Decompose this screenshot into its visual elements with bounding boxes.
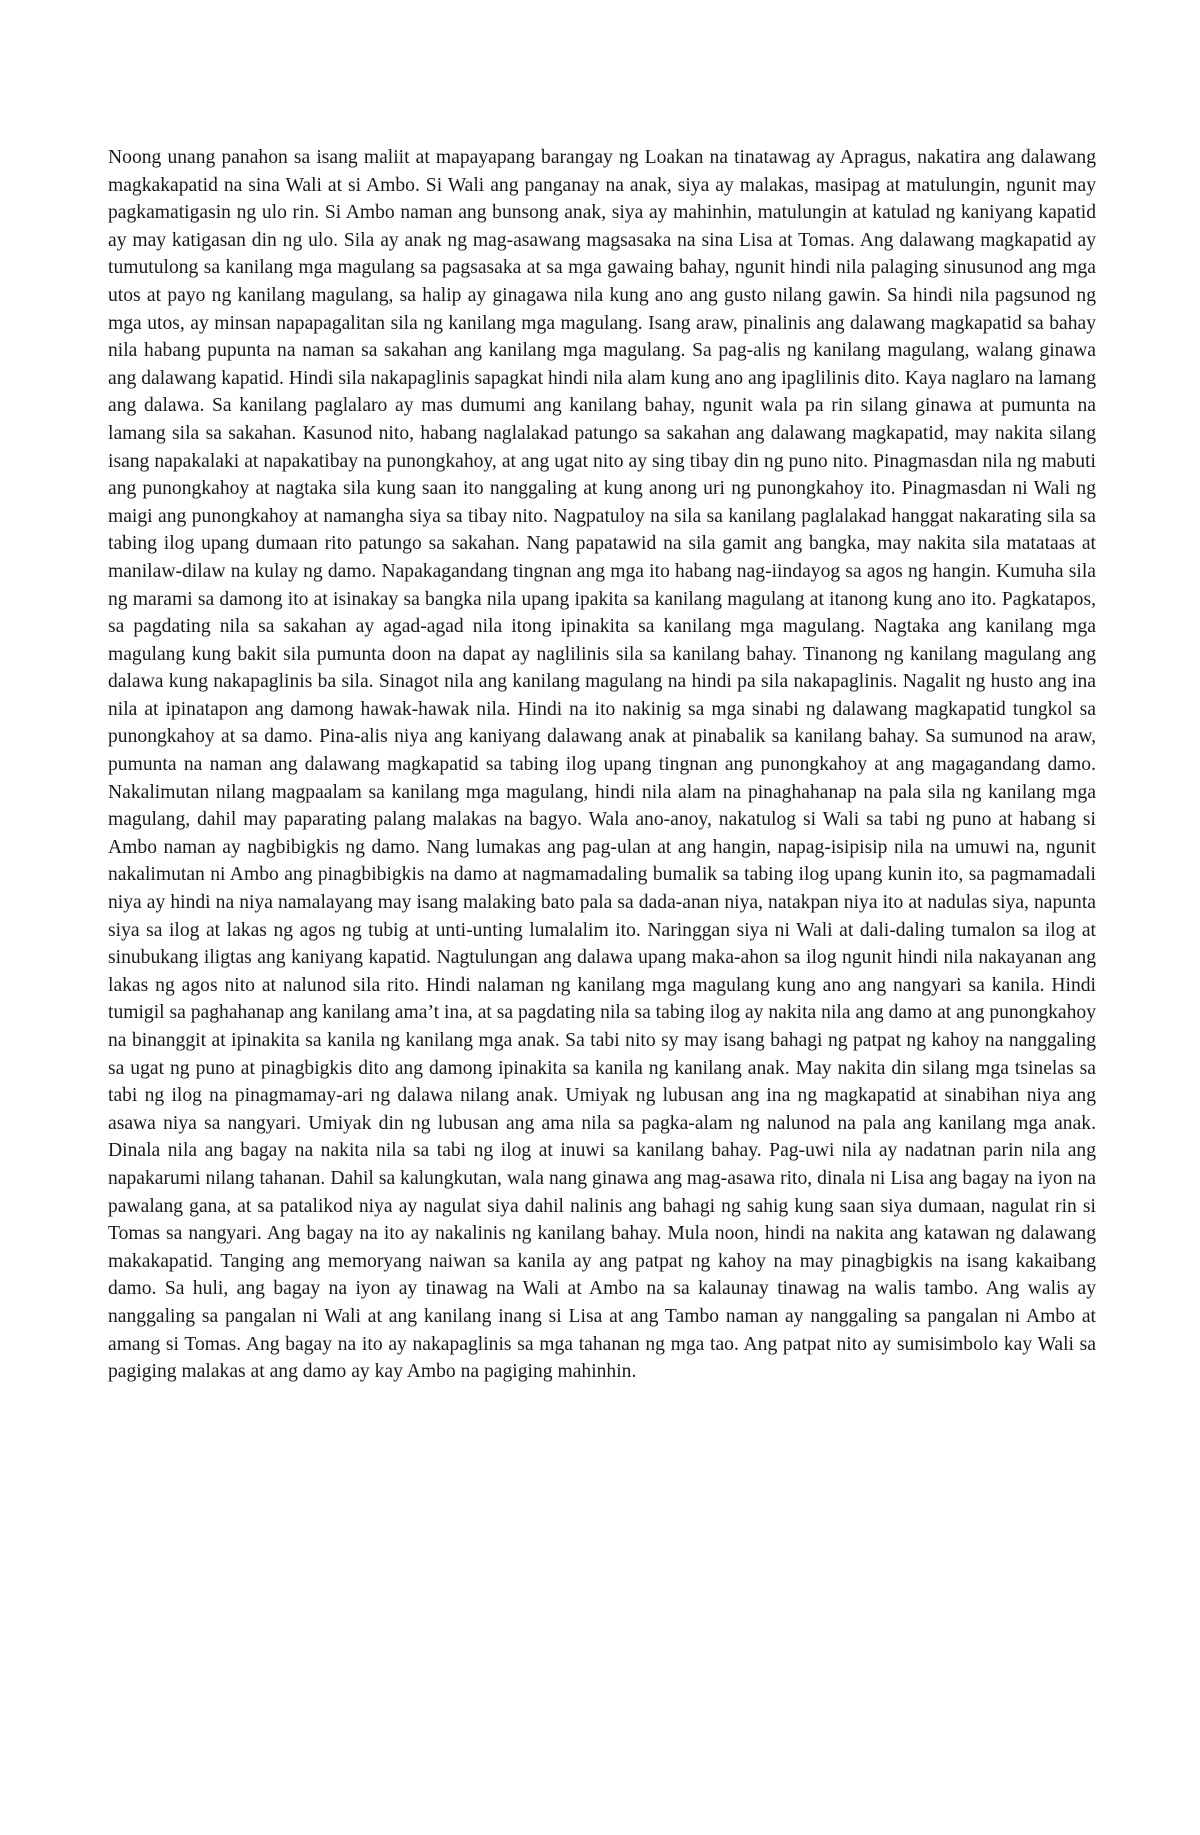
story-paragraph: Noong unang panahon sa isang maliit at mapayapang barangay ng Loakan na tinatawag ay Apragus, nakatira ang dalawang magkakapatid na sina Wali at si Ambo. Si Wali ang panganay na anak, siya ay malakas, masipag at matulungin, ngunit may pagkamatigasin ng ulo rin. Si Ambo naman ang bunsong anak, siya ay mahinhin, matulungin at katulad ng kaniyang kapatid ay may katigasan din ng ulo. Sila ay anak ng mag-asawang magsasaka na sina Lisa at Tomas. Ang dalawang magkapatid ay tumutulong sa kanilang mga magulang sa pagsasaka at sa mga gawaing bahay, ngunit hindi nila palaging sinusunod ang mga utos at payo ng kanilang magulang, sa halip ay ginagawa nila kung ano ang gusto nilang gawin. Sa hindi nila pagsunod ng mga utos, ay minsan napapagalitan sila ng kanilang mga magulang. Isang araw, pinalinis ang dalawang magkapatid sa bahay nila habang pupunta na naman sa sakahan ang kanilang mga magulang. Sa pag-alis ng kanilang magulang, walang ginawa ang dalawang kapatid. Hindi sila nakapaglinis sapagkat hindi nila alam kung ano ang ipaglilinis dito. Kaya naglaro na lamang ang dalawa. Sa kanilang paglalaro ay mas dumumi ang kanilang bahay, ngunit wala pa rin silang ginawa at pumunta na lamang sila sa sakahan. Kasunod nito, habang naglalakad patungo sa sakahan ang dalawang magkapatid, may nakita silang isang napakalaki at napakatibay na punongkahoy, at ang ugat nito ay sing tibay din ng puno nito. Pinagmasdan nila ng mabuti ang punongkahoy at nagtaka sila kung saan ito nanggaling at kung anong uri ng punongkahoy ito. Pinagmasdan ni Wali ng maigi ang punongkahoy at namangha siya sa tibay nito. Nagpatuloy na sila sa kanilang paglalakad hanggat nakarating sila sa tabing ilog upang dumaan rito patungo sa sakahan. Nang papatawid na sila gamit ang bangka, may nakita sila matataas at manilaw-dilaw na kulay ng damo. Napakagandang tingnan ang mga ito habang nag-iindayog sa agos ng hangin. Kumuha sila ng marami sa damong ito at isinakay sa bangka nila upang ipakita sa kanilang magulang at itanong kung ano ito. Pagkatapos, sa pagdating nila sa sakahan ay agad-agad nila itong ipinakita sa kanilang mga magulang. Nagtaka ang kanilang mga magulang kung bakit sila pumunta doon na dapat ay naglilinis sila sa kanilang bahay. Tinanong ng kanilang magulang ang dalawa kung nakapaglinis ba sila. Sinagot nila ang kanilang magulang na hindi pa sila nakapaglinis. Nagalit ng husto ang ina nila at ipinatapon ang damong hawak-hawak nila. Hindi na ito nakinig sa mga sinabi ng dalawang magkapatid tungkol sa punongkahoy at sa damo. Pina-alis niya ang kaniyang dalawang anak at pinabalik sa kanilang bahay. Sa sumunod na araw, pumunta na naman ang dalawang magkapatid sa tabing ilog upang tingnan ang punongkahoy at ang magagandang damo. Nakalimutan nilang magpaalam sa kanilang mga magulang, hindi nila alam na pinaghahanap na pala sila ng kanilang mga magulang, dahil may paparating palang malakas na bagyo. Wala ano-anoy, nakatulog si Wali sa tabi ng puno at habang si Ambo naman ay nagbibigkis ng damo. Nang lumakas ang pag-ulan at ang hangin, napag-isipisip nila na umuwi na, ngunit nakalimutan ni Ambo ang pinagbibigkis na damo at nagmamadaling bumalik sa tabing ilog upang kunin ito, sa pagmamadali niya ay hindi na niya namalayang may isang malaking bato pala sa dada-anan niya, natakpan niya ito at nadulas siya, napunta siya sa ilog at lakas ng agos ng tubig at unti-unting lumalalim ito. Naringgan siya ni Wali at dali-daling tumalon sa ilog at sinubukang iligtas ang kaniyang kapatid. Nagtulungan ang dalawa upang maka-ahon sa ilog ngunit hindi nila nakayanan ang lakas ng agos nito at nalunod sila rito. Hindi nalaman ng kanilang mga magulang kung ano ang nangyari sa kanila. Hindi tumigil sa paghahanap ang kanilang ama’t ina, at sa pagdating nila sa tabing ilog ay nakita nila ang damo at ang punongkahoy na binanggit at ipinakita sa kanila ng kanilang mga anak. Sa tabi nito sy may isang bahagi ng patpat ng kahoy na nanggaling sa ugat ng puno at pinagbigkis dito ang damong ipinakita sa kanila ng kanilang anak. May nakita din silang mga tsinelas sa tabi ng ilog na pinagmamay-ari ng dalawa nilang anak. Umiyak ng lubusan ang ina ng magkapatid at sinabihan niya ang asawa niya sa nangyari. Umiyak din ng lubusan ang ama nila sa pagka-alam ng nalunod na pala ang kanilang mga anak. Dinala nila ang bagay na nakita nila sa tabi ng ilog at inuwi sa kanilang bahay. Pag-uwi nila ay nadatnan parin nila ang napakarumi nilang tahanan. Dahil sa kalungkutan, wala nang ginawa ang mag-asawa rito, dinala ni Lisa ang bagay na iyon na pawalang gana, at sa patalikod niya ay nagulat siya dahil nalinis ang bahagi ng sahig kung saan siya dumaan, nagulat rin si Tomas sa nangyari. Ang bagay na ito ay nakalinis ng kanilang bahay. Mula noon, hindi na nakita ang katawan ng dalawang makakapatid. Tanging ang memoryang naiwan sa kanila ay ang patpat ng kahoy na may pinagbigkis na isang kakaibang damo. Sa huli, ang bagay na iyon ay tinawag na Wali at Ambo na sa kalaunay tinawag na walis tambo. Ang walis ay nanggaling sa pangalan ni Wali at ang kanilang inang si Lisa at ang Tambo naman ay nanggaling sa pangalan ni Ambo at amang si Tomas. Ang bagay na ito ay nakapaglinis sa mga tahanan ng mga tao. Ang patpat nito ay sumisimbolo kay Wali sa pagiging malakas at ang damo ay kay Ambo na pagiging mahinhin. <box>108 147 1096 1383</box>
